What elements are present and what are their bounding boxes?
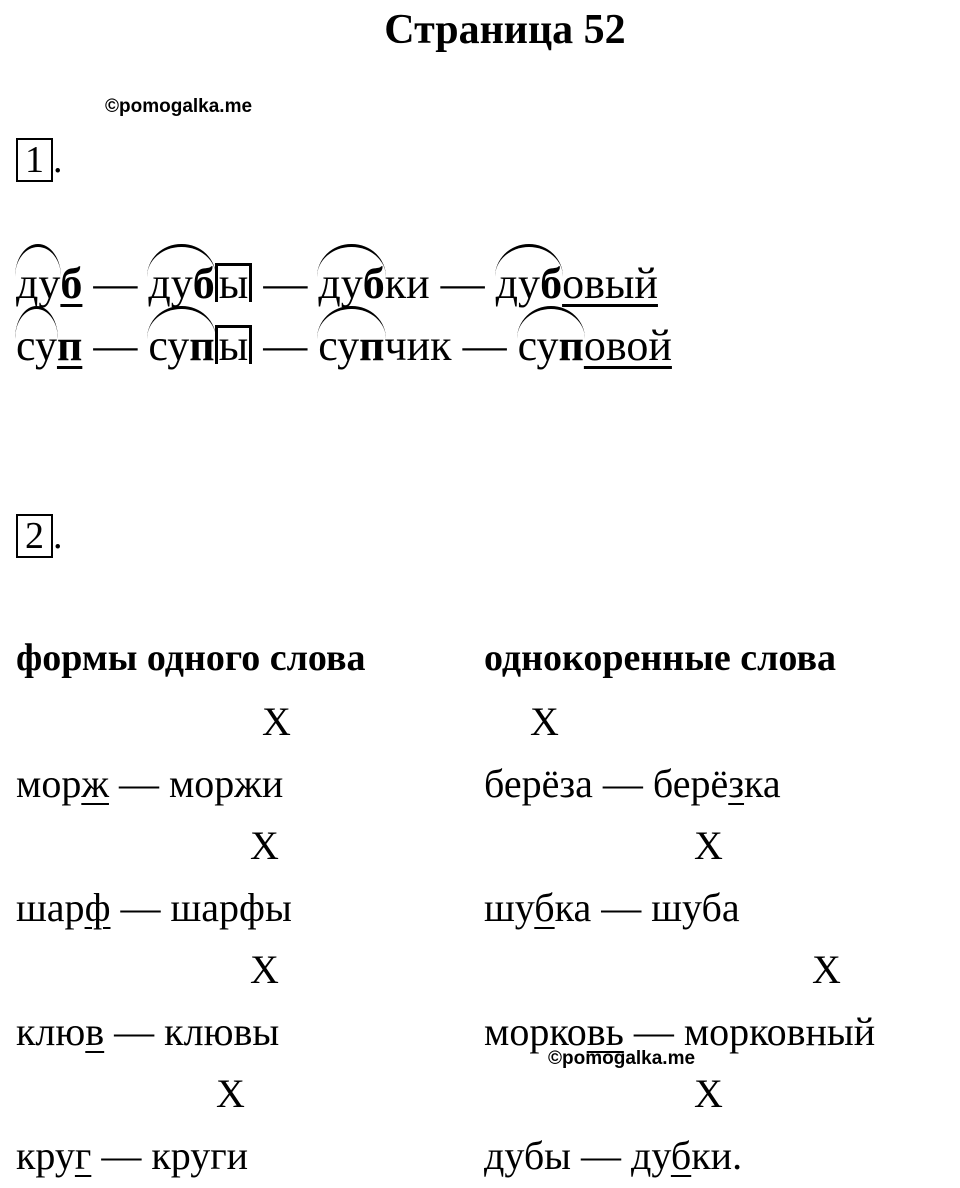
watermark: ©pomogalka.me (548, 1048, 696, 1069)
word-pair-right: дубы — дубки. (484, 1133, 743, 1178)
task-2-number: 2 . (16, 514, 63, 558)
dash: — (263, 321, 308, 370)
dash: — (440, 259, 485, 308)
watermark: ©pomogalka.me (105, 96, 253, 117)
cross-mark: X (262, 699, 291, 744)
column-header-forms: формы одного слова (16, 637, 366, 679)
word-pair-right: шубка — шуба (484, 885, 740, 930)
column-header-related: однокоренные слова (484, 637, 837, 679)
word-3: дубки (318, 259, 430, 308)
word-pair-left: шарф — шарфы (16, 885, 292, 930)
word-2: дубы (148, 259, 252, 308)
task-1-number: 1 . (16, 138, 63, 182)
cross-mark: X (694, 1071, 723, 1116)
word-pair-left: клюв — клювы (16, 1009, 280, 1054)
word-pair-left: морж — моржи (16, 761, 284, 806)
word-4: суповой (517, 321, 672, 370)
word-pair-left: круг — круги (16, 1133, 249, 1178)
cross-mark: X (694, 823, 723, 868)
word-4: дубовый (495, 259, 658, 308)
dash: — (93, 259, 138, 308)
cross-mark: X (530, 699, 559, 744)
word-2: супы (148, 321, 252, 370)
word-pair-right: берёза — берёзка (484, 761, 781, 806)
cross-mark: X (216, 1071, 245, 1116)
word-1: суп (16, 321, 83, 370)
cross-mark: X (250, 947, 279, 992)
cross-mark: X (250, 823, 279, 868)
page-title: Страница 52 (384, 7, 626, 53)
dash: — (93, 321, 138, 370)
word-pair-right: морковь — морковный (484, 1009, 876, 1054)
word-1: дуб (16, 259, 83, 308)
task-1-row-1 (16, 259, 658, 308)
cross-mark: X (812, 947, 841, 992)
task-1-row-2 (16, 321, 672, 370)
dash: — (462, 321, 507, 370)
word-3: супчик (318, 321, 452, 370)
dash: — (263, 259, 308, 308)
